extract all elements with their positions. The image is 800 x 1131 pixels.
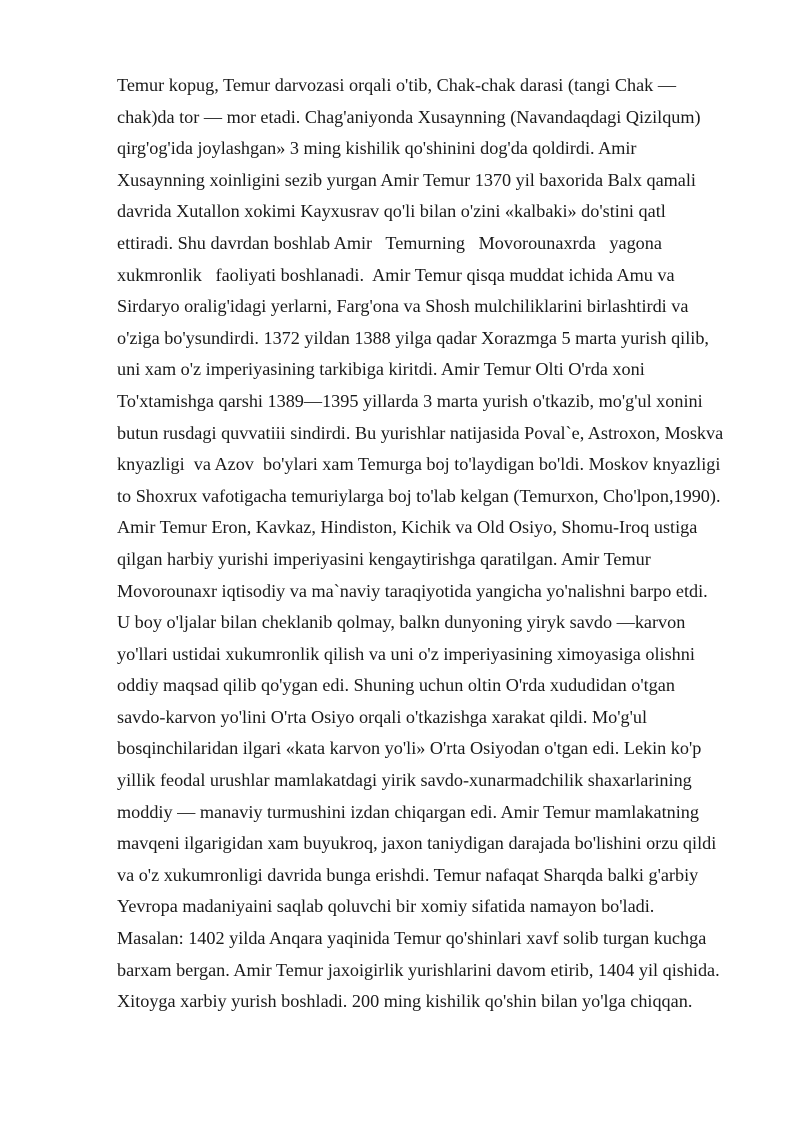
text-line: moddiy — manaviy turmushini izdan chiqargan edi. Amir Temur mamlakatning bbox=[117, 801, 699, 822]
text-line: va o'z xukumronligi davrida bunga erishdi. Temur nafaqat Sharqda balki g'arbiy bbox=[117, 864, 699, 885]
text-line: butun rusdagi quvvatiii sindirdi. Bu yurishlar natijasida Poval`e, Astroxon, Moskva bbox=[117, 422, 724, 443]
text-line: Masalan: 1402 yilda Anqara yaqinida Temur qo'shinlari xavf solib turgan kuchga bbox=[117, 928, 707, 949]
text-line: bosqinchilaridan ilgari «kata karvon yo'li» O'rta Osiyodan o'tgan edi. Lekin ko'p bbox=[117, 738, 702, 759]
text-line: Yevropa madaniyaini saqlab qoluvchi bir xomiy sifatida namayon bo'ladi. bbox=[117, 896, 655, 917]
text-line: qilgan harbiy yurishi imperiyasini kengaytirishga qaratilgan. Amir Temur bbox=[117, 548, 651, 569]
text-line: qirg'og'ida joylashgan» 3 ming kishilik qo'shinini dog'da qoldirdi. Amir bbox=[117, 138, 637, 159]
text-line: U boy o'ljalar bilan cheklanib qolmay, balkn dunyoning yiryk savdo —karvon bbox=[117, 612, 686, 633]
text-line: oddiy maqsad qilib qo'ygan edi. Shuning uchun oltin O'rda xududidan o'tgan bbox=[117, 675, 675, 696]
text-line: Temur kopug, Temur darvozasi orqali o'tib, Chak-chak darasi (tangi Chak — bbox=[117, 75, 677, 95]
text-line: yillik feodal urushlar mamlakatdagi yirik savdo-xunarmadchilik shaxarlarining bbox=[117, 770, 692, 791]
text-line: chak)da tor — mor etadi. Chag'aniyonda Xusaynning (Navandaqdagi Qizilqum) bbox=[117, 106, 701, 127]
text-line: knyazligi va Azov bo'ylari xam Temurga boj to'laydigan bo'ldi. Moskov knyazligi bbox=[117, 454, 721, 475]
text-line: yo'llari ustidai xukumronlik qilish va uni o'z imperiyasining ximoyasiga olishni bbox=[117, 643, 695, 664]
text-line: mavqeni ilgarigidan xam buyukroq, jaxon taniydigan darajada bo'lishini orzu qildi bbox=[117, 833, 717, 854]
text-line: barxam bergan. Amir Temur jaxoigirlik yurishlarini davom etirib, 1404 yil qishida. bbox=[117, 959, 720, 980]
text-line: Xusaynning xoinligini sezib yurgan Amir Temur 1370 yil baxorida Balx qamali bbox=[117, 169, 696, 190]
text-line: ettiradi. Shu davrdan boshlab Amir Temurning Movorounaxrda yagona bbox=[117, 232, 662, 253]
text-line: davrida Xutallon xokimi Kayxusrav qo'li bilan o'zini «kalbaki» do'stini qatl bbox=[117, 201, 666, 222]
text-line: o'ziga bo'ysundirdi. 1372 yildan 1388 yilga qadar Xorazmga 5 marta yurish qilib, bbox=[117, 327, 709, 348]
text-line: Movorounaxr iqtisodiy va ma`naviy taraqiyotida yangicha yo'nalishni barpo etdi. bbox=[117, 580, 708, 601]
text-line: Amir Temur Eron, Kavkaz, Hindiston, Kichik va Old Osiyo, Shomu-Iroq ustiga bbox=[117, 517, 698, 538]
text-line: savdo-karvon yo'lini O'rta Osiyo orqali o'tkazishga xarakat qildi. Mo'g'ul bbox=[117, 706, 648, 727]
text-line: Sirdaryo oralig'idagi yerlarni, Farg'ona va Shosh mulchiliklarini birlashtirdi va bbox=[117, 296, 689, 317]
body-text bbox=[117, 70, 757, 1018]
text-line: xukmronlik faoliyati boshlanadi. Amir Temur qisqa muddat ichida Amu va bbox=[117, 264, 675, 285]
text-line: to Shoxrux vafotigacha temuriylarga boj to'lab kelgan (Temurxon, Cho'lpon,1990). bbox=[117, 485, 721, 506]
text-line: uni xam o'z imperiyasining tarkibiga kiritdi. Amir Temur Olti O'rda xoni bbox=[117, 359, 645, 380]
text-line: To'xtamishga qarshi 1389—1395 yillarda 3 marta yurish o'tkazib, mo'g'ul xonini bbox=[117, 390, 703, 411]
text-line: Xitoyga xarbiy yurish boshladi. 200 ming kishilik qo'shin bilan yo'lga chiqqan. bbox=[117, 991, 693, 1012]
